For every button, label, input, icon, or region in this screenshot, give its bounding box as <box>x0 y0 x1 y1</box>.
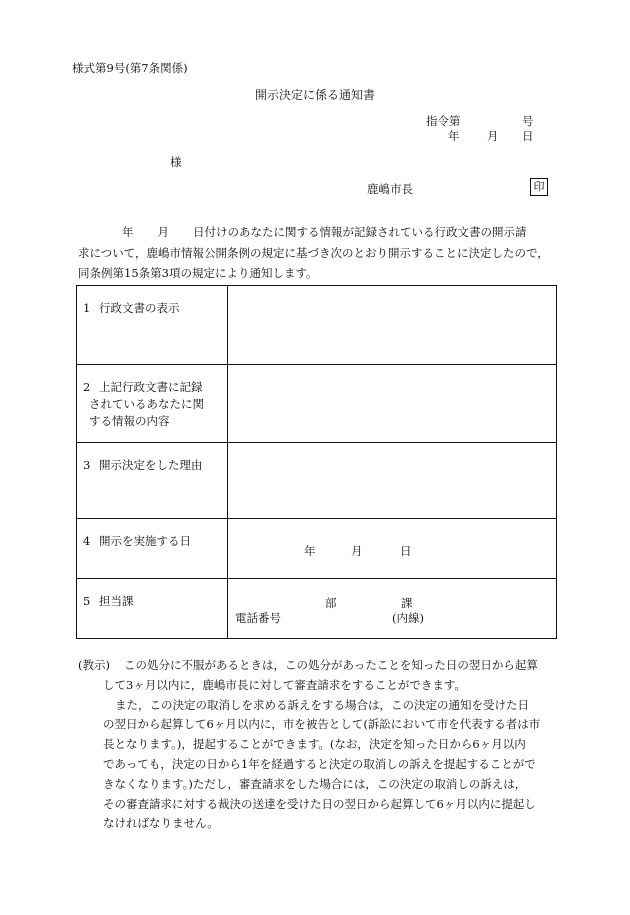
row-label-text: 開示決定をした理由 <box>99 458 203 472</box>
issue-date-day: 日 <box>522 129 534 143</box>
notes-line: であっても，決定の日から1年を経過すると決定の取消しの訴えを提起することがで <box>103 756 536 771</box>
intro-line-2: 求について，鹿嶋市情報公開条例の規定に基づき次のとおり開示することに決定したので， <box>78 245 549 260</box>
intro-line-1 <box>78 222 558 243</box>
row-label-document <box>77 286 228 365</box>
row-label-text: 上記行政文書に記録 <box>99 380 203 394</box>
table-row <box>77 443 557 519</box>
notes-line: また，この決定の取消しを求める訴えをする場合は，この決定の通知を受けた日 <box>115 697 529 712</box>
intro-line-1-text: 日付けのあなたに関する情報が記録されている行政文書の開示請 <box>193 225 527 239</box>
row-number: 5 <box>83 594 91 608</box>
table-row <box>77 286 557 365</box>
intro-month: 月 <box>157 225 169 239</box>
row-value-disclosure-date <box>228 519 557 579</box>
disclosure-date-year: 年 <box>304 544 316 558</box>
disclosure-date-day: 日 <box>400 544 412 558</box>
notes-line: 長となります。)，提起することができます。(なお，決定を知った日から6ヶ月以内 <box>103 737 526 752</box>
reference-suffix: 号 <box>522 114 534 128</box>
notes-line: (教示) この処分に不服があるときは，この処分があったことを知った日の翌日から起算 <box>78 656 558 676</box>
row-label-text: する情報の内容 <box>89 414 170 428</box>
row-label-text: されているあなたに関 <box>89 397 204 411</box>
row-label-section <box>77 579 228 639</box>
table-row <box>77 365 557 443</box>
row-number: 4 <box>83 534 91 548</box>
row-number: 2 <box>83 380 91 394</box>
row-label-text: 行政文書の表示 <box>99 301 180 315</box>
table-row <box>77 579 557 639</box>
reference-prefix: 指令第 <box>426 114 461 128</box>
form-number: 様式第9号(第7条関係) <box>72 61 188 75</box>
row-value-section <box>228 579 557 639</box>
row-number: 1 <box>83 301 91 315</box>
notes-line: の翌日から起算して6ヶ月以内に，市を被告として(訴訟において市を代表する者は市 <box>103 717 541 732</box>
issue-date-month: 月 <box>487 129 499 143</box>
notes-heading: (教示) <box>78 658 110 672</box>
row-label-text: 開示を実施する日 <box>99 534 191 548</box>
disclosure-date-month: 月 <box>351 544 363 558</box>
notes-line: なければなりません。 <box>103 816 219 831</box>
seal-stamp: 印 <box>530 178 548 196</box>
notes-line: その審査請求に対する裁決の送達を受けた日の翌日から起算して6ヶ月以内に提起し <box>103 796 536 811</box>
notes-line: して3ヶ月以内に，鹿嶋市長に対して審査請求をすることができます。 <box>103 677 466 692</box>
row-label-info-content <box>77 365 228 443</box>
instruction-notes <box>78 656 558 834</box>
notes-line: きなくなります。)ただし，審査請求をした場合には，この決定の取消しの訴えは， <box>103 776 527 791</box>
row-number: 3 <box>83 458 91 472</box>
extension-label: (内線) <box>392 611 424 625</box>
row-value-document <box>228 286 557 365</box>
issuer-name: 鹿嶋市長 <box>367 182 413 196</box>
row-value-reason <box>228 443 557 519</box>
table-row <box>77 519 557 579</box>
division-label: 課 <box>401 596 413 610</box>
row-label-text: 担当課 <box>99 594 134 608</box>
issue-date-year: 年 <box>448 129 460 143</box>
row-value-info-content <box>228 365 557 443</box>
intro-paragraph <box>78 222 558 284</box>
disclosure-info-table <box>76 285 557 639</box>
addressee-suffix: 様 <box>170 155 182 169</box>
row-label-reason <box>77 443 228 519</box>
department-label: 部 <box>325 596 337 610</box>
intro-year: 年 <box>122 225 134 239</box>
phone-label: 電話番号 <box>235 611 281 625</box>
row-label-disclosure-date <box>77 519 228 579</box>
intro-line-3: 同条例第15条第3項の規定により通知します。 <box>78 266 318 280</box>
document-title: 開示決定に係る通知書 <box>254 88 375 102</box>
